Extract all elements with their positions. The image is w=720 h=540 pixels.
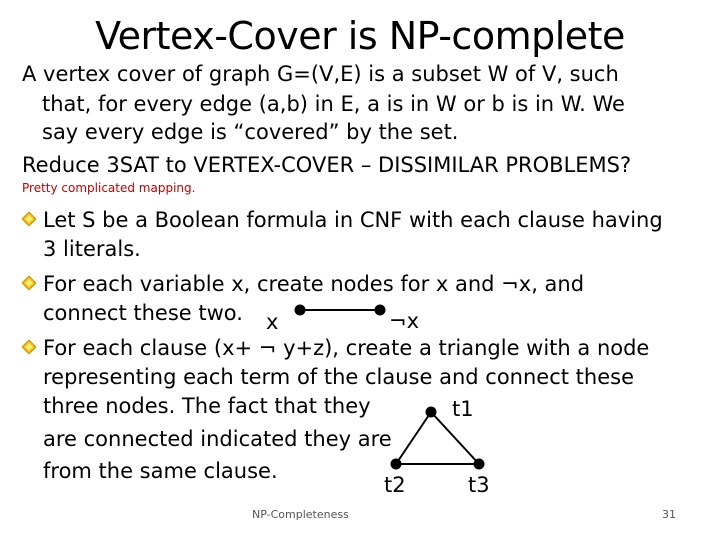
node-not-x xyxy=(375,305,386,316)
bullet-3-line-3: three nodes. The fact that they xyxy=(43,394,371,418)
label-t2: t2 xyxy=(384,473,406,497)
definition-line-3: say every edge is “covered” by the set. xyxy=(42,120,459,144)
bullet-3-line-1: For each clause (x+ ¬ y+z), create a triangle with a node xyxy=(43,336,650,360)
bullet-1-line-1: Let S be a Boolean formula in CNF with each clause having xyxy=(43,208,663,232)
label-x: x xyxy=(266,310,279,334)
note-text: Pretty complicated mapping. xyxy=(22,181,196,195)
node-t3 xyxy=(474,459,485,470)
definition-line-1: A vertex cover of graph G=(V,E) is a subset W of V, such xyxy=(22,62,619,86)
label-not-x: ¬x xyxy=(389,309,420,333)
node-t2 xyxy=(391,459,402,470)
slide-title: Vertex-Cover is NP-complete xyxy=(95,14,625,58)
bullet-3-line-4: are connected indicated they are xyxy=(43,427,392,451)
bullet-3-line-5: from the same clause. xyxy=(43,459,278,483)
page-number: 31 xyxy=(662,508,676,521)
node-x xyxy=(295,305,306,316)
node-t1 xyxy=(426,407,437,418)
label-t3: t3 xyxy=(468,473,490,497)
bullet-1-line-2: 3 literals. xyxy=(43,237,141,261)
bullet-2-line-1: For each variable x, create nodes for x and ¬x, and xyxy=(43,272,585,296)
bullet-3-line-2: representing each term of the clause and connect these xyxy=(43,365,634,389)
footer-title: NP-Completeness xyxy=(252,508,349,521)
label-t1: t1 xyxy=(452,397,474,421)
reduce-line: Reduce 3SAT to VERTEX-COVER – DISSIMILAR PROBLEMS? xyxy=(22,153,632,177)
triangle-edge-t1-t2 xyxy=(396,412,431,464)
bullet-2-line-2: connect these two. xyxy=(43,301,243,325)
definition-line-2: that, for every edge (a,b) in E, a is in W or b is in W. We xyxy=(42,92,625,116)
